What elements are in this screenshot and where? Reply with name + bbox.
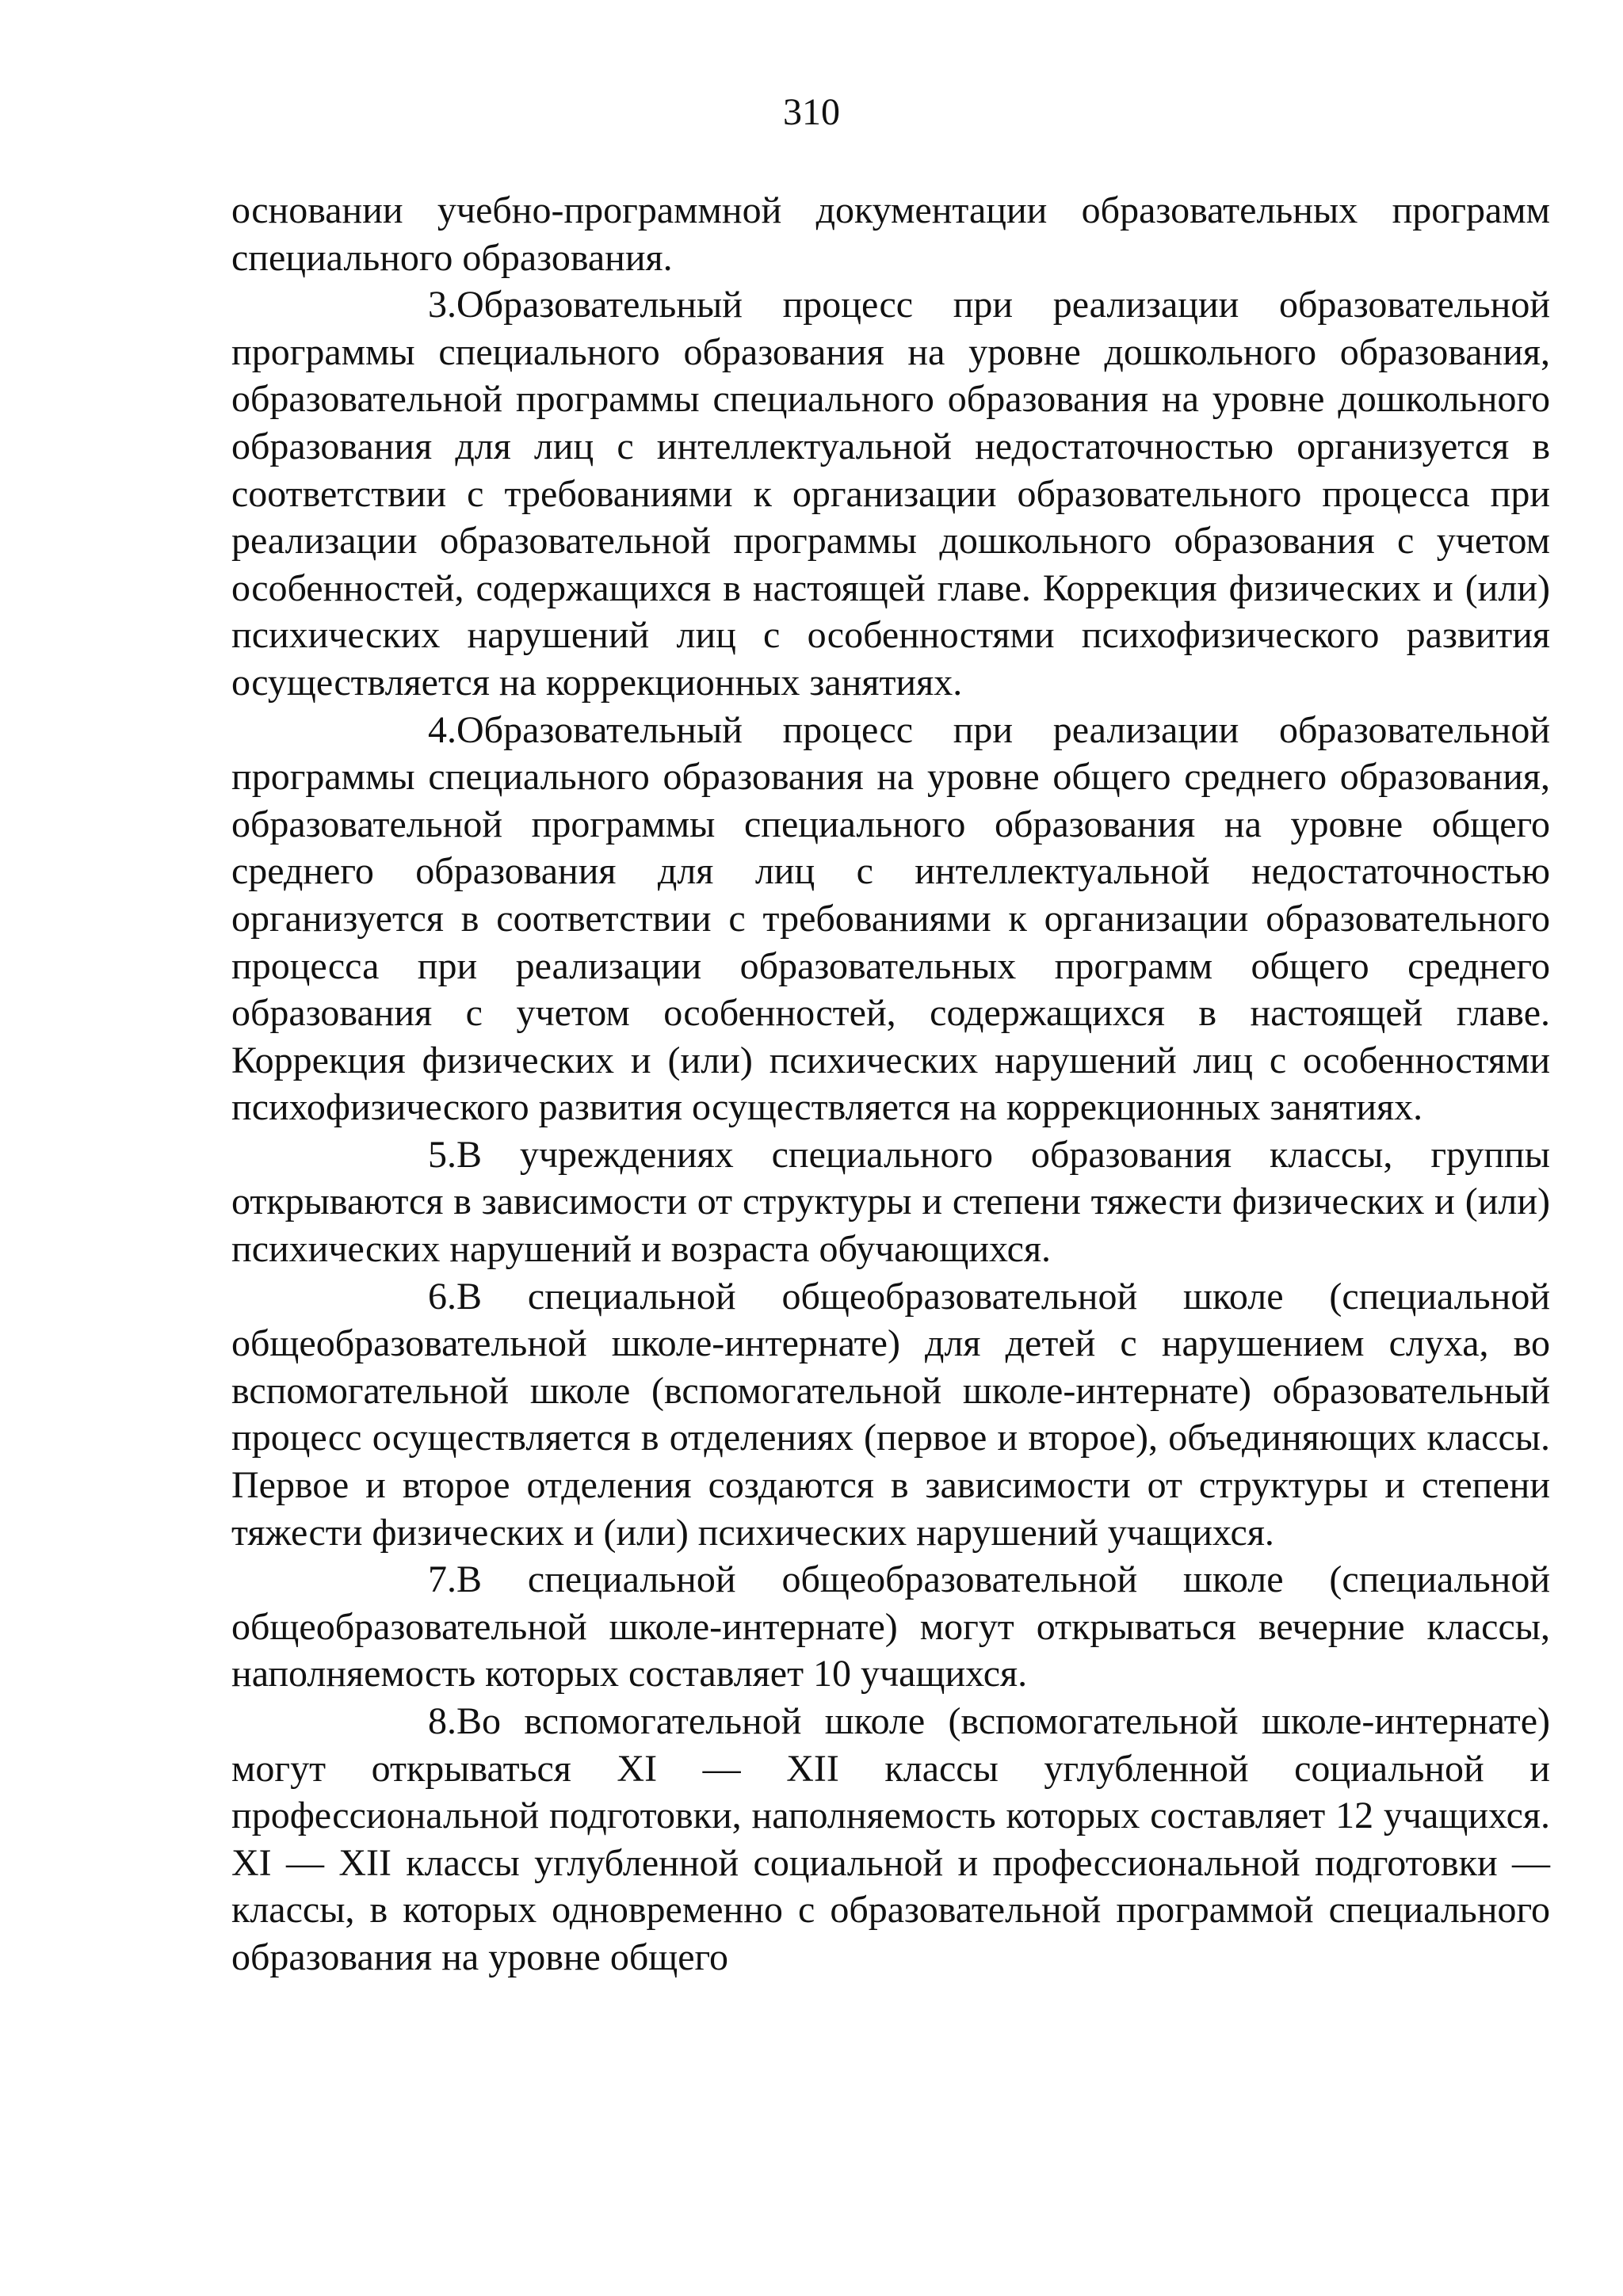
item-number: 5. xyxy=(428,1133,456,1176)
item-number: 4. xyxy=(428,708,456,751)
paragraph-item-3 xyxy=(231,281,1550,706)
page-number: 310 xyxy=(783,91,840,133)
paragraph-text: В учреждениях специального образования классы, группы открываются в зависимости от структуры и степени тяжести физических и (или) психических нарушений и возраста обучающихся. xyxy=(231,1133,1550,1271)
paragraph-text: Образовательный процесс при реализации образовательной программы специального образования на уровне дошкольного образования, образовательной программы специального образования на уровне дошкольного образования для лиц с интеллектуальной недостаточностью организуется в соответствии с требованиями к организации образовательного процесса при реализации образовательной программы дошкольного образования с учетом особенностей, содержащихся в настоящей главе. Коррекция физических и (или) психических нарушений лиц с особенностями психофизического развития осуществляется на коррекционных занятиях. xyxy=(231,284,1550,704)
document-body xyxy=(231,187,1550,1981)
paragraph-item-8 xyxy=(231,1698,1550,1981)
paragraph-item-4 xyxy=(231,707,1550,1131)
item-number: 6. xyxy=(428,1275,456,1318)
paragraph-text: основании учебно-программной документации образовательных программ специального образования. xyxy=(231,189,1550,279)
item-number: 3. xyxy=(428,284,456,326)
paragraph-text: В специальной общеобразовательной школе (специальной общеобразовательной школе-интернате) могут открываться вечерние классы, наполняемость которых составляет 10 учащихся. xyxy=(231,1558,1550,1695)
paragraph-continuation xyxy=(231,187,1550,281)
paragraph-item-7 xyxy=(231,1556,1550,1698)
paragraph-item-6 xyxy=(231,1273,1550,1557)
paragraph-text: В специальной общеобразовательной школе (специальной общеобразовательной школе-интернате) для детей с нарушением слуха, во вспомогательной школе (вспомогательной школе-интернате) образовательный процесс осуществляется в отделениях (первое и второе), объединяющих классы. Первое и второе отделения создаются в зависимости от структуры и степени тяжести физических и (или) психических нарушений учащихся. xyxy=(231,1275,1550,1554)
item-number: 8. xyxy=(428,1700,456,1742)
paragraph-item-5 xyxy=(231,1131,1550,1273)
item-number: 7. xyxy=(428,1558,456,1601)
paragraph-text: Во вспомогательной школе (вспомогательной школе-интернате) могут открываться XI — XII классы углубленной социальной и профессиональной подготовки, наполняемость которых составляет 12 учащихся. XI — XII классы углубленной социальной и профессиональной подготовки — классы, в которых одновременно с образовательной программой специального образования на уровне общего xyxy=(231,1700,1550,1978)
paragraph-text: Образовательный процесс при реализации образовательной программы специального образования на уровне общего среднего образования, образовательной программы специального образования на уровне общего среднего образования для лиц с интеллектуальной недостаточностью организуется в соответствии с требованиями к организации образовательного процесса при реализации образовательных программ общего среднего образования с учетом особенностей, содержащихся в настоящей главе. Коррекция физических и (или) психических нарушений лиц с особенностями психофизического развития осуществляется на коррекционных занятиях. xyxy=(231,708,1550,1129)
